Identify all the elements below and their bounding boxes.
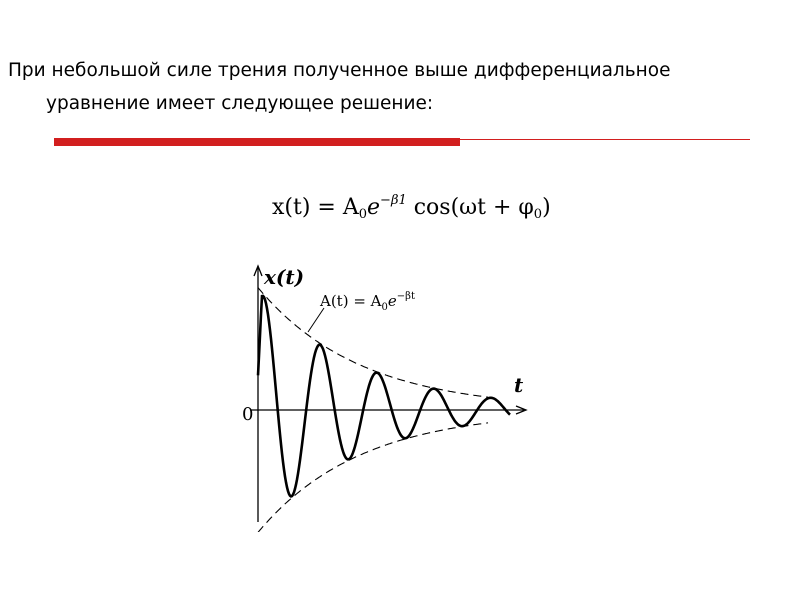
envelope-label-main: A(t) = A: [320, 292, 382, 310]
formula-cos-part: cos(ωt + φ: [406, 195, 534, 220]
slide-text: [8, 54, 798, 120]
slide-text-line-1: При небольшой силе трения полученное выше дифференциальное: [8, 60, 671, 81]
formula-exponential: e: [367, 195, 381, 220]
formula-lhs: x(t) = A: [272, 195, 359, 220]
envelope-label-e: e: [387, 292, 397, 310]
envelope-label: [319, 291, 415, 313]
slide-text-line-2: уравнение имеет следующее решение:: [46, 93, 434, 114]
formula-subscript-0: 0: [358, 207, 368, 222]
x-axis-label: t: [514, 373, 524, 397]
origin-label: 0: [242, 404, 254, 425]
red-divider-thick: [54, 138, 460, 146]
solution-formula: [272, 193, 572, 233]
lower-envelope-curve: [258, 423, 488, 532]
formula-close: ): [542, 195, 551, 220]
red-divider-thin: [460, 139, 750, 140]
formula-subscript-phi: 0: [533, 207, 543, 222]
envelope-label-exp: −βt: [396, 291, 415, 302]
y-axis-label: x(t): [264, 265, 305, 289]
damped-oscillation-diagram: [230, 262, 540, 532]
formula-exponent: −β1: [380, 193, 407, 208]
envelope-label-sub: 0: [381, 302, 388, 313]
envelope-label-pointer: [308, 308, 324, 332]
